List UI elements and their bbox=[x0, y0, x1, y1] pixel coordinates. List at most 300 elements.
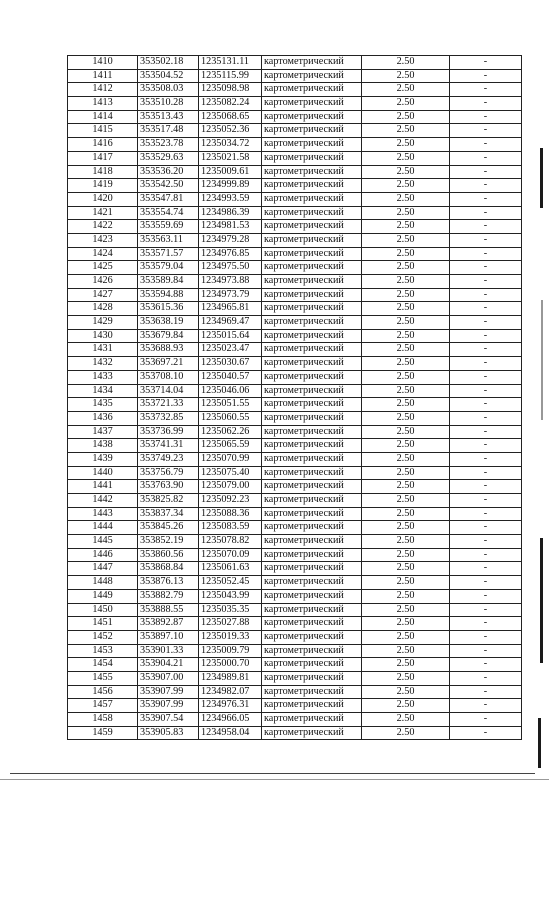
method-cell: картометрический bbox=[262, 466, 362, 480]
y-coordinate-cell: 1235082.24 bbox=[199, 97, 262, 111]
method-cell: картометрический bbox=[262, 343, 362, 357]
y-coordinate-cell: 1235088.36 bbox=[199, 507, 262, 521]
method-cell: картометрический bbox=[262, 302, 362, 316]
note-cell: - bbox=[450, 494, 522, 508]
y-coordinate-cell: 1235046.06 bbox=[199, 384, 262, 398]
point-number-cell: 1438 bbox=[68, 439, 138, 453]
x-coordinate-cell: 353732.85 bbox=[138, 411, 199, 425]
note-cell: - bbox=[450, 411, 522, 425]
x-coordinate-cell: 353756.79 bbox=[138, 466, 199, 480]
table-row bbox=[68, 384, 522, 398]
point-number-cell: 1450 bbox=[68, 603, 138, 617]
point-number-cell: 1413 bbox=[68, 97, 138, 111]
method-cell: картометрический bbox=[262, 562, 362, 576]
table-row bbox=[68, 97, 522, 111]
y-coordinate-cell: 1235092.23 bbox=[199, 494, 262, 508]
x-coordinate-cell: 353688.93 bbox=[138, 343, 199, 357]
x-coordinate-cell: 353876.13 bbox=[138, 576, 199, 590]
point-number-cell: 1454 bbox=[68, 658, 138, 672]
accuracy-cell: 2.50 bbox=[362, 151, 450, 165]
point-number-cell: 1418 bbox=[68, 165, 138, 179]
table-row bbox=[68, 275, 522, 289]
x-coordinate-cell: 353513.43 bbox=[138, 110, 199, 124]
y-coordinate-cell: 1235009.79 bbox=[199, 644, 262, 658]
table-row bbox=[68, 56, 522, 70]
note-cell: - bbox=[450, 56, 522, 70]
x-coordinate-cell: 353825.82 bbox=[138, 494, 199, 508]
y-coordinate-cell: 1235000.70 bbox=[199, 658, 262, 672]
method-cell: картометрический bbox=[262, 439, 362, 453]
table-row bbox=[68, 370, 522, 384]
note-cell: - bbox=[450, 124, 522, 138]
accuracy-cell: 2.50 bbox=[362, 535, 450, 549]
note-cell: - bbox=[450, 425, 522, 439]
table-row bbox=[68, 261, 522, 275]
method-cell: картометрический bbox=[262, 480, 362, 494]
table-row bbox=[68, 220, 522, 234]
method-cell: картометрический bbox=[262, 494, 362, 508]
accuracy-cell: 2.50 bbox=[362, 713, 450, 727]
table-row bbox=[68, 589, 522, 603]
x-coordinate-cell: 353860.56 bbox=[138, 548, 199, 562]
table-row bbox=[68, 357, 522, 371]
method-cell: картометрический bbox=[262, 617, 362, 631]
method-cell: картометрический bbox=[262, 699, 362, 713]
point-number-cell: 1459 bbox=[68, 726, 138, 740]
method-cell: картометрический bbox=[262, 671, 362, 685]
note-cell: - bbox=[450, 138, 522, 152]
y-coordinate-cell: 1235023.47 bbox=[199, 343, 262, 357]
accuracy-cell: 2.50 bbox=[362, 206, 450, 220]
y-coordinate-cell: 1235060.55 bbox=[199, 411, 262, 425]
note-cell: - bbox=[450, 699, 522, 713]
y-coordinate-cell: 1234973.79 bbox=[199, 288, 262, 302]
table-row bbox=[68, 494, 522, 508]
table-row bbox=[68, 124, 522, 138]
note-cell: - bbox=[450, 658, 522, 672]
table-row bbox=[68, 480, 522, 494]
note-cell: - bbox=[450, 521, 522, 535]
y-coordinate-cell: 1235021.58 bbox=[199, 151, 262, 165]
note-cell: - bbox=[450, 603, 522, 617]
x-coordinate-cell: 353504.52 bbox=[138, 69, 199, 83]
table-row bbox=[68, 507, 522, 521]
accuracy-cell: 2.50 bbox=[362, 370, 450, 384]
point-number-cell: 1417 bbox=[68, 151, 138, 165]
x-coordinate-cell: 353852.19 bbox=[138, 535, 199, 549]
table-row bbox=[68, 535, 522, 549]
table-row bbox=[68, 316, 522, 330]
scan-edge-mark bbox=[540, 148, 543, 208]
note-cell: - bbox=[450, 507, 522, 521]
scan-edge-mark bbox=[540, 538, 543, 663]
table-row bbox=[68, 425, 522, 439]
note-cell: - bbox=[450, 384, 522, 398]
table-row bbox=[68, 165, 522, 179]
x-coordinate-cell: 353736.99 bbox=[138, 425, 199, 439]
y-coordinate-cell: 1235034.72 bbox=[199, 138, 262, 152]
point-number-cell: 1434 bbox=[68, 384, 138, 398]
method-cell: картометрический bbox=[262, 644, 362, 658]
accuracy-cell: 2.50 bbox=[362, 521, 450, 535]
table-row bbox=[68, 466, 522, 480]
x-coordinate-cell: 353554.74 bbox=[138, 206, 199, 220]
x-coordinate-cell: 353907.54 bbox=[138, 713, 199, 727]
table-row bbox=[68, 206, 522, 220]
point-number-cell: 1440 bbox=[68, 466, 138, 480]
x-coordinate-cell: 353901.33 bbox=[138, 644, 199, 658]
note-cell: - bbox=[450, 288, 522, 302]
y-coordinate-cell: 1234975.50 bbox=[199, 261, 262, 275]
note-cell: - bbox=[450, 69, 522, 83]
point-number-cell: 1410 bbox=[68, 56, 138, 70]
accuracy-cell: 2.50 bbox=[362, 233, 450, 247]
accuracy-cell: 2.50 bbox=[362, 644, 450, 658]
method-cell: картометрический bbox=[262, 83, 362, 97]
table-row bbox=[68, 329, 522, 343]
point-number-cell: 1444 bbox=[68, 521, 138, 535]
note-cell: - bbox=[450, 261, 522, 275]
point-number-cell: 1431 bbox=[68, 343, 138, 357]
bottom-rule bbox=[10, 773, 535, 774]
note-cell: - bbox=[450, 97, 522, 111]
y-coordinate-cell: 1235115.99 bbox=[199, 69, 262, 83]
point-number-cell: 1435 bbox=[68, 398, 138, 412]
table-row bbox=[68, 521, 522, 535]
coordinates-table bbox=[67, 55, 522, 740]
point-number-cell: 1430 bbox=[68, 329, 138, 343]
table-row bbox=[68, 151, 522, 165]
accuracy-cell: 2.50 bbox=[362, 452, 450, 466]
method-cell: картометрический bbox=[262, 548, 362, 562]
table-row bbox=[68, 576, 522, 590]
x-coordinate-cell: 353517.48 bbox=[138, 124, 199, 138]
point-number-cell: 1452 bbox=[68, 630, 138, 644]
point-number-cell: 1441 bbox=[68, 480, 138, 494]
point-number-cell: 1446 bbox=[68, 548, 138, 562]
accuracy-cell: 2.50 bbox=[362, 261, 450, 275]
note-cell: - bbox=[450, 370, 522, 384]
note-cell: - bbox=[450, 644, 522, 658]
note-cell: - bbox=[450, 329, 522, 343]
accuracy-cell: 2.50 bbox=[362, 110, 450, 124]
x-coordinate-cell: 353523.78 bbox=[138, 138, 199, 152]
x-coordinate-cell: 353579.04 bbox=[138, 261, 199, 275]
note-cell: - bbox=[450, 302, 522, 316]
method-cell: картометрический bbox=[262, 685, 362, 699]
method-cell: картометрический bbox=[262, 630, 362, 644]
scan-edge-mark bbox=[541, 300, 543, 420]
method-cell: картометрический bbox=[262, 56, 362, 70]
x-coordinate-cell: 353529.63 bbox=[138, 151, 199, 165]
method-cell: картометрический bbox=[262, 110, 362, 124]
coordinates-table-body bbox=[68, 56, 522, 740]
x-coordinate-cell: 353905.83 bbox=[138, 726, 199, 740]
point-number-cell: 1420 bbox=[68, 192, 138, 206]
note-cell: - bbox=[450, 165, 522, 179]
point-number-cell: 1453 bbox=[68, 644, 138, 658]
table-row bbox=[68, 343, 522, 357]
point-number-cell: 1443 bbox=[68, 507, 138, 521]
point-number-cell: 1419 bbox=[68, 179, 138, 193]
method-cell: картометрический bbox=[262, 370, 362, 384]
table-row bbox=[68, 603, 522, 617]
note-cell: - bbox=[450, 452, 522, 466]
note-cell: - bbox=[450, 562, 522, 576]
y-coordinate-cell: 1234999.89 bbox=[199, 179, 262, 193]
scan-edge-mark bbox=[538, 718, 541, 768]
method-cell: картометрический bbox=[262, 261, 362, 275]
accuracy-cell: 2.50 bbox=[362, 220, 450, 234]
y-coordinate-cell: 1235019.33 bbox=[199, 630, 262, 644]
table-row bbox=[68, 288, 522, 302]
y-coordinate-cell: 1235040.57 bbox=[199, 370, 262, 384]
accuracy-cell: 2.50 bbox=[362, 617, 450, 631]
note-cell: - bbox=[450, 233, 522, 247]
table-row bbox=[68, 247, 522, 261]
y-coordinate-cell: 1234976.31 bbox=[199, 699, 262, 713]
accuracy-cell: 2.50 bbox=[362, 630, 450, 644]
point-number-cell: 1436 bbox=[68, 411, 138, 425]
point-number-cell: 1456 bbox=[68, 685, 138, 699]
y-coordinate-cell: 1235062.26 bbox=[199, 425, 262, 439]
note-cell: - bbox=[450, 685, 522, 699]
accuracy-cell: 2.50 bbox=[362, 69, 450, 83]
accuracy-cell: 2.50 bbox=[362, 83, 450, 97]
table-row bbox=[68, 233, 522, 247]
table-row bbox=[68, 439, 522, 453]
note-cell: - bbox=[450, 466, 522, 480]
x-coordinate-cell: 353749.23 bbox=[138, 452, 199, 466]
x-coordinate-cell: 353888.55 bbox=[138, 603, 199, 617]
accuracy-cell: 2.50 bbox=[362, 357, 450, 371]
y-coordinate-cell: 1235035.35 bbox=[199, 603, 262, 617]
accuracy-cell: 2.50 bbox=[362, 548, 450, 562]
x-coordinate-cell: 353571.57 bbox=[138, 247, 199, 261]
accuracy-cell: 2.50 bbox=[362, 384, 450, 398]
point-number-cell: 1423 bbox=[68, 233, 138, 247]
x-coordinate-cell: 353907.00 bbox=[138, 671, 199, 685]
x-coordinate-cell: 353542.50 bbox=[138, 179, 199, 193]
method-cell: картометрический bbox=[262, 316, 362, 330]
point-number-cell: 1442 bbox=[68, 494, 138, 508]
y-coordinate-cell: 1235068.65 bbox=[199, 110, 262, 124]
y-coordinate-cell: 1235075.40 bbox=[199, 466, 262, 480]
y-coordinate-cell: 1234965.81 bbox=[199, 302, 262, 316]
note-cell: - bbox=[450, 617, 522, 631]
y-coordinate-cell: 1234976.85 bbox=[199, 247, 262, 261]
y-coordinate-cell: 1235043.99 bbox=[199, 589, 262, 603]
point-number-cell: 1414 bbox=[68, 110, 138, 124]
table-row bbox=[68, 110, 522, 124]
accuracy-cell: 2.50 bbox=[362, 466, 450, 480]
page-edge-line bbox=[0, 779, 549, 780]
x-coordinate-cell: 353638.19 bbox=[138, 316, 199, 330]
x-coordinate-cell: 353741.31 bbox=[138, 439, 199, 453]
y-coordinate-cell: 1235030.67 bbox=[199, 357, 262, 371]
point-number-cell: 1416 bbox=[68, 138, 138, 152]
y-coordinate-cell: 1234979.28 bbox=[199, 233, 262, 247]
point-number-cell: 1422 bbox=[68, 220, 138, 234]
method-cell: картометрический bbox=[262, 452, 362, 466]
note-cell: - bbox=[450, 151, 522, 165]
method-cell: картометрический bbox=[262, 507, 362, 521]
accuracy-cell: 2.50 bbox=[362, 97, 450, 111]
y-coordinate-cell: 1235052.45 bbox=[199, 576, 262, 590]
accuracy-cell: 2.50 bbox=[362, 562, 450, 576]
accuracy-cell: 2.50 bbox=[362, 179, 450, 193]
point-number-cell: 1445 bbox=[68, 535, 138, 549]
point-number-cell: 1424 bbox=[68, 247, 138, 261]
table-row bbox=[68, 83, 522, 97]
method-cell: картометрический bbox=[262, 247, 362, 261]
point-number-cell: 1432 bbox=[68, 357, 138, 371]
point-number-cell: 1457 bbox=[68, 699, 138, 713]
method-cell: картометрический bbox=[262, 220, 362, 234]
table-row bbox=[68, 411, 522, 425]
note-cell: - bbox=[450, 713, 522, 727]
y-coordinate-cell: 1234989.81 bbox=[199, 671, 262, 685]
method-cell: картометрический bbox=[262, 411, 362, 425]
accuracy-cell: 2.50 bbox=[362, 275, 450, 289]
method-cell: картометрический bbox=[262, 726, 362, 740]
note-cell: - bbox=[450, 192, 522, 206]
x-coordinate-cell: 353510.28 bbox=[138, 97, 199, 111]
point-number-cell: 1428 bbox=[68, 302, 138, 316]
point-number-cell: 1455 bbox=[68, 671, 138, 685]
table-row bbox=[68, 713, 522, 727]
accuracy-cell: 2.50 bbox=[362, 165, 450, 179]
y-coordinate-cell: 1235009.61 bbox=[199, 165, 262, 179]
x-coordinate-cell: 353763.90 bbox=[138, 480, 199, 494]
note-cell: - bbox=[450, 343, 522, 357]
method-cell: картометрический bbox=[262, 151, 362, 165]
note-cell: - bbox=[450, 179, 522, 193]
x-coordinate-cell: 353615.36 bbox=[138, 302, 199, 316]
method-cell: картометрический bbox=[262, 165, 362, 179]
x-coordinate-cell: 353882.79 bbox=[138, 589, 199, 603]
accuracy-cell: 2.50 bbox=[362, 589, 450, 603]
point-number-cell: 1449 bbox=[68, 589, 138, 603]
x-coordinate-cell: 353697.21 bbox=[138, 357, 199, 371]
note-cell: - bbox=[450, 630, 522, 644]
method-cell: картометрический bbox=[262, 357, 362, 371]
note-cell: - bbox=[450, 316, 522, 330]
note-cell: - bbox=[450, 206, 522, 220]
x-coordinate-cell: 353907.99 bbox=[138, 699, 199, 713]
y-coordinate-cell: 1234981.53 bbox=[199, 220, 262, 234]
method-cell: картометрический bbox=[262, 384, 362, 398]
table-row bbox=[68, 726, 522, 740]
point-number-cell: 1411 bbox=[68, 69, 138, 83]
point-number-cell: 1447 bbox=[68, 562, 138, 576]
method-cell: картометрический bbox=[262, 192, 362, 206]
y-coordinate-cell: 1234969.47 bbox=[199, 316, 262, 330]
note-cell: - bbox=[450, 439, 522, 453]
accuracy-cell: 2.50 bbox=[362, 576, 450, 590]
point-number-cell: 1433 bbox=[68, 370, 138, 384]
x-coordinate-cell: 353845.26 bbox=[138, 521, 199, 535]
y-coordinate-cell: 1235078.82 bbox=[199, 535, 262, 549]
table-row bbox=[68, 685, 522, 699]
accuracy-cell: 2.50 bbox=[362, 439, 450, 453]
note-cell: - bbox=[450, 110, 522, 124]
y-coordinate-cell: 1234966.05 bbox=[199, 713, 262, 727]
accuracy-cell: 2.50 bbox=[362, 288, 450, 302]
table-row bbox=[68, 658, 522, 672]
x-coordinate-cell: 353536.20 bbox=[138, 165, 199, 179]
point-number-cell: 1451 bbox=[68, 617, 138, 631]
x-coordinate-cell: 353708.10 bbox=[138, 370, 199, 384]
x-coordinate-cell: 353907.99 bbox=[138, 685, 199, 699]
note-cell: - bbox=[450, 398, 522, 412]
y-coordinate-cell: 1235027.88 bbox=[199, 617, 262, 631]
method-cell: картометрический bbox=[262, 138, 362, 152]
table-row bbox=[68, 630, 522, 644]
y-coordinate-cell: 1235061.63 bbox=[199, 562, 262, 576]
method-cell: картометрический bbox=[262, 535, 362, 549]
point-number-cell: 1458 bbox=[68, 713, 138, 727]
method-cell: картометрический bbox=[262, 603, 362, 617]
point-number-cell: 1415 bbox=[68, 124, 138, 138]
y-coordinate-cell: 1235070.09 bbox=[199, 548, 262, 562]
point-number-cell: 1421 bbox=[68, 206, 138, 220]
y-coordinate-cell: 1235065.59 bbox=[199, 439, 262, 453]
point-number-cell: 1425 bbox=[68, 261, 138, 275]
accuracy-cell: 2.50 bbox=[362, 726, 450, 740]
note-cell: - bbox=[450, 247, 522, 261]
x-coordinate-cell: 353868.84 bbox=[138, 562, 199, 576]
note-cell: - bbox=[450, 535, 522, 549]
note-cell: - bbox=[450, 548, 522, 562]
accuracy-cell: 2.50 bbox=[362, 603, 450, 617]
y-coordinate-cell: 1234986.39 bbox=[199, 206, 262, 220]
note-cell: - bbox=[450, 726, 522, 740]
method-cell: картометрический bbox=[262, 425, 362, 439]
x-coordinate-cell: 353714.04 bbox=[138, 384, 199, 398]
method-cell: картометрический bbox=[262, 206, 362, 220]
accuracy-cell: 2.50 bbox=[362, 56, 450, 70]
table-row bbox=[68, 138, 522, 152]
note-cell: - bbox=[450, 589, 522, 603]
x-coordinate-cell: 353559.69 bbox=[138, 220, 199, 234]
accuracy-cell: 2.50 bbox=[362, 685, 450, 699]
accuracy-cell: 2.50 bbox=[362, 124, 450, 138]
point-number-cell: 1429 bbox=[68, 316, 138, 330]
table-row bbox=[68, 548, 522, 562]
x-coordinate-cell: 353589.84 bbox=[138, 275, 199, 289]
y-coordinate-cell: 1234982.07 bbox=[199, 685, 262, 699]
table-row bbox=[68, 452, 522, 466]
y-coordinate-cell: 1234973.88 bbox=[199, 275, 262, 289]
y-coordinate-cell: 1234958.04 bbox=[199, 726, 262, 740]
table-row bbox=[68, 562, 522, 576]
y-coordinate-cell: 1235051.55 bbox=[199, 398, 262, 412]
accuracy-cell: 2.50 bbox=[362, 192, 450, 206]
x-coordinate-cell: 353897.10 bbox=[138, 630, 199, 644]
method-cell: картометрический bbox=[262, 124, 362, 138]
table-row bbox=[68, 69, 522, 83]
y-coordinate-cell: 1234993.59 bbox=[199, 192, 262, 206]
point-number-cell: 1426 bbox=[68, 275, 138, 289]
point-number-cell: 1437 bbox=[68, 425, 138, 439]
method-cell: картометрический bbox=[262, 658, 362, 672]
accuracy-cell: 2.50 bbox=[362, 343, 450, 357]
method-cell: картометрический bbox=[262, 521, 362, 535]
point-number-cell: 1439 bbox=[68, 452, 138, 466]
point-number-cell: 1412 bbox=[68, 83, 138, 97]
x-coordinate-cell: 353837.34 bbox=[138, 507, 199, 521]
